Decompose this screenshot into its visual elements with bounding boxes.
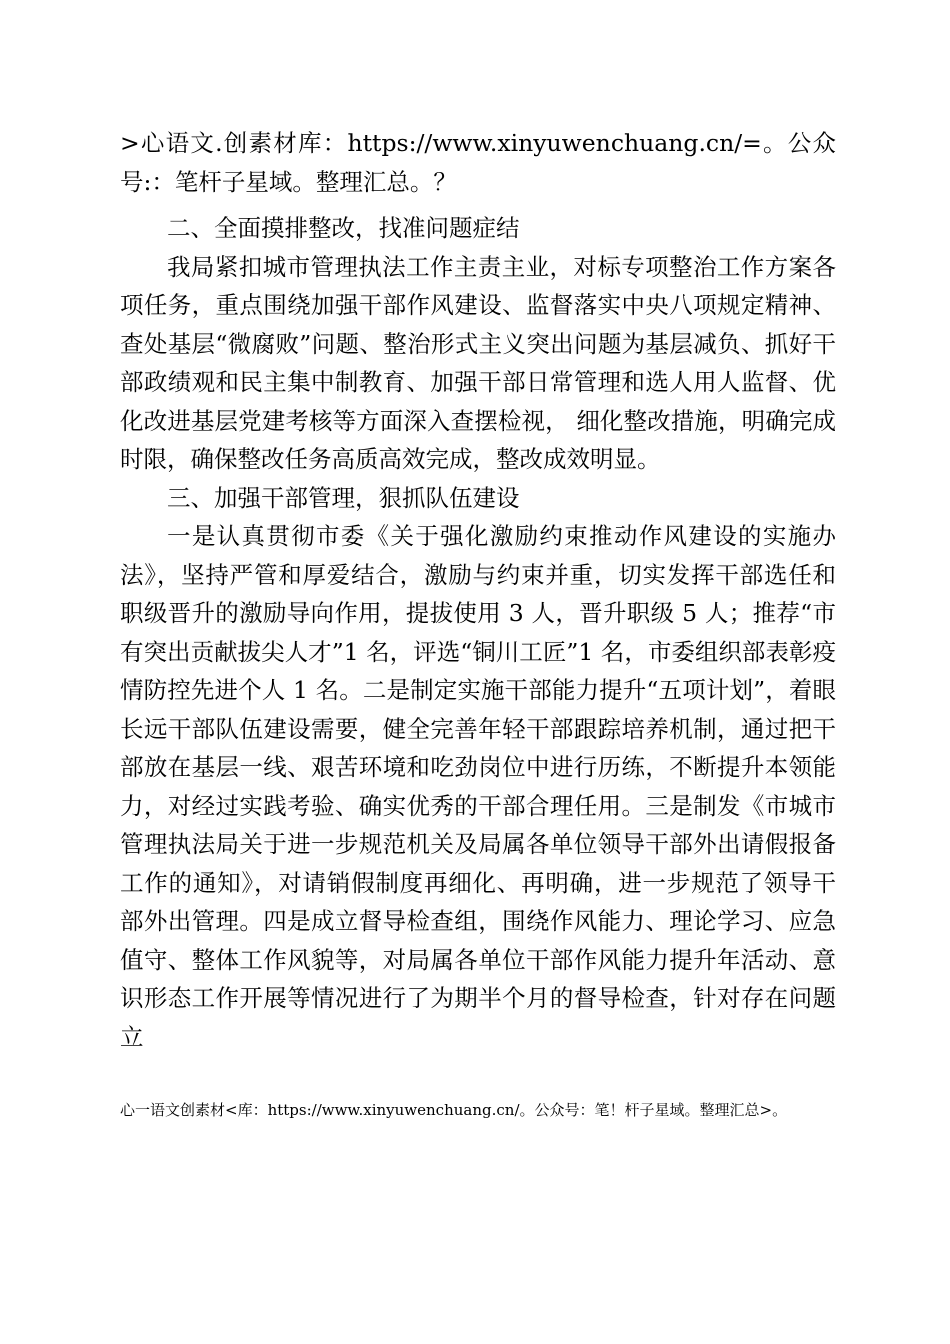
header-watermark-note: >心语文.创素材库：https://www.xinyuwenchuang.cn/=。公众号:：笔杆子星域。整理汇总。？ [120, 129, 836, 196]
document-body [120, 124, 836, 1056]
section-2-heading: 二、全面摸排整改，找准问题症结 [167, 214, 520, 242]
section-3-heading: 三、加强干部管理，狠抓队伍建设 [167, 483, 520, 512]
footer-watermark-note: 心一语文创素材<库：https://www.xinyuwenchuang.cn/。公众号：笔！杆子星域。整理汇总>。 [120, 1101, 788, 1119]
section-3-paragraph: 一是认真贯彻市委《关于强化激励约束推动作风建设的实施办法》，坚持严管和厚爱结合，激励与约束并重，切实发挥干部选任和职级晋升的激励导向作用，提拔使用 3 人，晋升职级 5 人；推荐“市有突出贡献拔尖人才”1 名，评选“铜川工匠”1 名，市委组织部表彰疫情防控先进个人 1 名。二是制定实施干部能力提升“五项计划”，着眼长远干部队伍建设需要，健全完善年轻干部跟踪培养机制，通过把干部放在基层一线、艰苦环境和吃劲岗位中进行历练，不断提升本领能力，对经过实践考验、确实优秀的干部合理任用。三是制发《市城市管理执法局关于进一步规范机关及局属各单位领导干部外出请假报备工作的通知》，对请销假制度再细化、再明确，进一步规范了领导干部外出管理。四是成立督导检查组，围绕作风能力、理论学习、应急值守、整体工作风貌等，对局属各单位干部作风能力提升年活动、意识形态工作开展等情况进行了为期半个月的督导检查，针对存在问题立 [120, 522, 836, 1051]
section-2-paragraph: 我局紧扣城市管理执法工作主责主业，对标专项整治工作方案各项任务，重点围绕加强干部作风建设、监督落实中央八项规定精神、查处基层“微腐败”问题、整治形式主义突出问题为基层减负、抓好干部政绩观和民主集中制教育、加强干部日常管理和选人用人监督、优化改进基层党建考核等方面深入查摆检视， 细化整改措施，明确完成时限，确保整改任务高质高效完成，整改成效明显。 [120, 252, 836, 473]
